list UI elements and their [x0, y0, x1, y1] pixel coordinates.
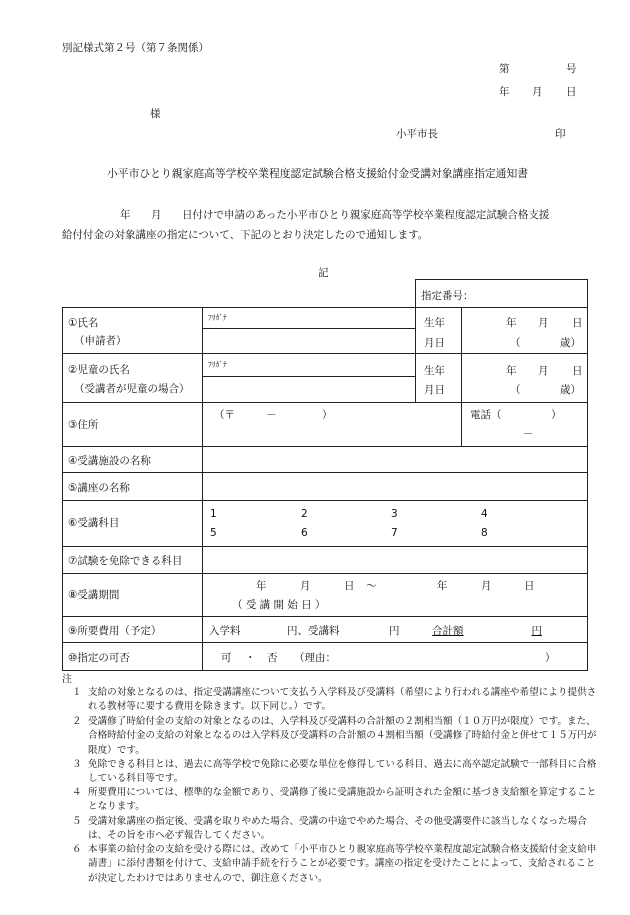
document-title: 小平市ひとり親家庭高等学校卒業程度認定試験合格支援給付金受講対象講座指定通知書 [107, 167, 529, 180]
subject-3: 3 [391, 508, 398, 520]
row2-month: 月 [538, 365, 549, 377]
row1-month: 月 [538, 317, 549, 329]
row1-day: 日 [572, 317, 583, 329]
header-day: 日 [566, 86, 577, 98]
row2-age-close: 歳） [560, 384, 581, 396]
issuer: 小平市長 [396, 128, 438, 140]
row6-label: ⑥受講科目 [68, 517, 120, 529]
note-item-3 [62, 758, 600, 787]
row5-label: ⑤講座の名称 [68, 482, 130, 494]
addressee-suffix: 様 [150, 108, 161, 120]
row4-label: ④受講施設の名称 [68, 455, 151, 467]
note-text: 受講修了時給付金の支給の対象となるのは、入学料及び受講料の合計額の２割相当額（１０万円が限度）です。また、合格時給付金の支給の対象となるのは入学料及び受講料の合計額の４割相当額（受講修了時給付金と併せて１５万円が限度）です。 [88, 716, 597, 756]
period-end-month: 月 [481, 580, 492, 592]
period-start-month: 月 [300, 580, 311, 592]
total-label: 合計額 [432, 625, 464, 637]
row2-sub: （受講者が児童の場合） [74, 383, 190, 395]
row1-sub: （申請者） [74, 335, 127, 347]
subject-7: 7 [391, 527, 398, 539]
period-start-day: 日 [344, 580, 355, 592]
header-year: 年 [499, 86, 510, 98]
intro-year: 年 [120, 209, 131, 221]
note-text: 受講対象講座の指定後、受講を取りやめた場合、受講の中途でやめた場合、その他受講要件に該当しなくなった場合は、その旨を市へ必ず報告してください。 [88, 816, 587, 842]
total-fee-line [432, 625, 542, 637]
number-prefix: 第 [499, 63, 510, 75]
notes-heading: 注 [62, 674, 72, 685]
note-item-6 [62, 843, 600, 886]
header-month: 月 [532, 86, 543, 98]
total-yen: 円 [531, 625, 542, 637]
note-item-5 [62, 815, 600, 844]
subject-2: 2 [301, 508, 308, 520]
row2-birth2: 月日 [424, 384, 445, 396]
row1-label: ①氏名 [68, 317, 99, 329]
subject-1: 1 [210, 508, 217, 520]
row1-furigana: ﾌﾘｶﾞﾅ [208, 313, 227, 322]
reason-close: ） [545, 652, 556, 664]
note-item-2 [62, 715, 600, 758]
period-tilde: ～ [366, 580, 377, 592]
ki-label: 記 [318, 267, 329, 279]
phone-close: ） [551, 409, 562, 421]
row1-age-open: （ [510, 337, 521, 349]
row1-birth1: 生年 [424, 317, 445, 329]
note-text: 支給の対象となるのは、指定受講講座について支払う入学料及び受講料（希望により行われる講座や希望により提供される教材等に要する費用を除きます。以下同じ。）です。 [88, 687, 597, 713]
subject-5: 5 [210, 527, 217, 539]
form-label: 別記様式第２号（第７条関係） [62, 42, 209, 54]
subject-6: 6 [301, 527, 308, 539]
note-text: 免除できる科目とは、過去に高等学校で免除に必要な単位を修得している科目、過去に高卒認定試験で一部科目に合格している科目等です。 [88, 759, 597, 785]
postal-close: ） [322, 409, 333, 421]
note-text: 本事業の給付金の支給を受ける際には、改めて「小平市ひとり親家庭高等学校卒業程度認定試験合格支援給付金支給申請書」に添付書類を付けて、支給申請手続を行うことが必要です。講座の指定を受けたことによって、支給されることが決定したわけではありませんので、御注意ください。 [88, 844, 597, 884]
row1-year: 年 [506, 317, 517, 329]
tuition-label: 円、受講料 [287, 625, 340, 637]
entrance-fee-label: 入学料 [209, 625, 241, 637]
note-number: ２ [72, 716, 82, 727]
row10-label: ⑩指定の可否 [68, 652, 130, 664]
note-number: ３ [72, 759, 82, 770]
approval-yes: 可 [221, 652, 232, 664]
approval-no: 否 [267, 652, 278, 664]
row2-furigana: ﾌﾘｶﾞﾅ [208, 360, 227, 369]
postal-dash: － [266, 409, 277, 421]
row3-label: ③住所 [68, 419, 99, 431]
note-item-4 [62, 786, 600, 815]
reason-label: （理由： [294, 652, 336, 664]
row9-label: ⑨所要費用（予定） [68, 625, 162, 637]
intro-month: 月 [151, 209, 162, 221]
postal-open: （〒 [214, 409, 235, 421]
intro-line2: 給付付金の対象講座の指定について、下記のとおり決定したので通知します。 [62, 229, 429, 241]
row2-age-open: （ [510, 384, 521, 396]
note-number: ４ [72, 787, 82, 798]
intro-line1: 日付けで申請のあった小平市ひとり親家庭高等学校卒業程度認定試験合格支援 [182, 209, 550, 221]
approval-dot: ・ [245, 652, 256, 664]
period-end-day: 日 [524, 580, 535, 592]
row2-day: 日 [572, 365, 583, 377]
period-start-year: 年 [256, 580, 267, 592]
row2-birth1: 生年 [424, 365, 445, 377]
row2-year: 年 [506, 365, 517, 377]
seal-mark: 印 [555, 128, 566, 140]
note-number: ５ [72, 816, 82, 827]
note-text: 所要費用については、標準的な金額であり、受講修了後に受講施設から証明された金額に基づき支給額を算定することとなります。 [88, 787, 597, 813]
period-start-note: （ 受 講 開 始 日 ） [232, 599, 326, 611]
tuition-yen: 円 [389, 625, 400, 637]
phone-dash: － [523, 428, 534, 440]
period-end-year: 年 [437, 580, 448, 592]
row1-age-close: 歳） [560, 337, 581, 349]
note-number: １ [72, 687, 82, 698]
row8-label: ⑧受講期間 [68, 589, 120, 601]
subject-4: 4 [481, 508, 488, 520]
note-number: ６ [72, 844, 82, 855]
row7-label: ⑦試験を免除できる科目 [68, 555, 183, 567]
note-item-1 [62, 686, 600, 715]
number-suffix: 号 [566, 63, 577, 75]
phone-label: 電話（ [470, 409, 502, 421]
row2-label: ②児童の氏名 [68, 364, 130, 376]
row1-birth2: 月日 [424, 337, 445, 349]
designation-number-label: 指定番号： [421, 290, 474, 302]
subject-8: 8 [481, 527, 488, 539]
